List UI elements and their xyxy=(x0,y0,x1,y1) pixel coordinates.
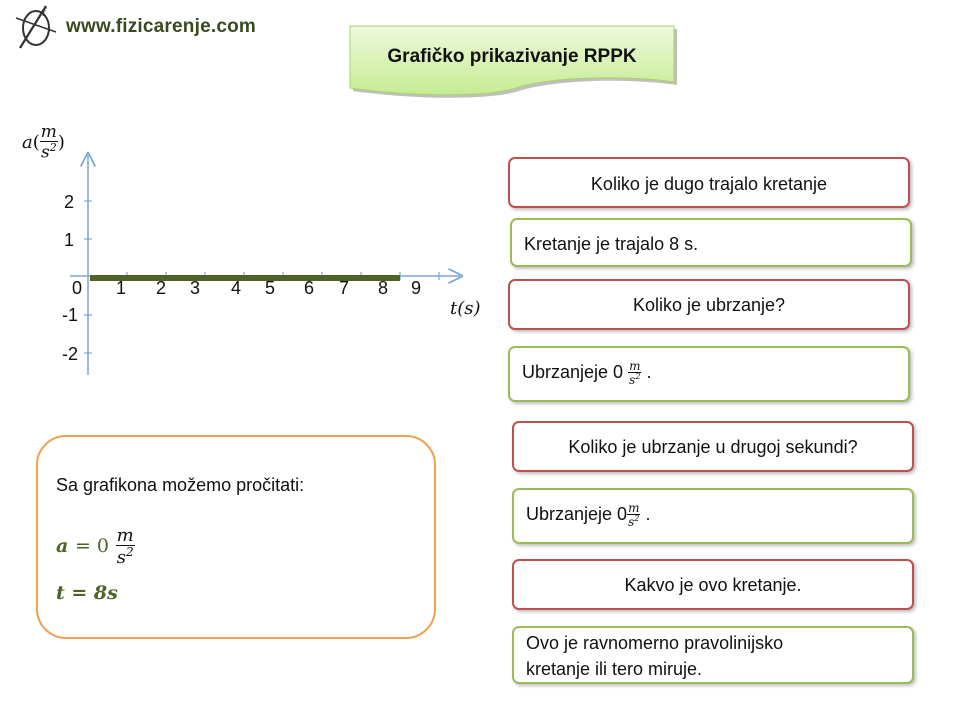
y-unit-den-base: s xyxy=(40,142,50,163)
question-1-text: Koliko je dugo trajalo kretanje xyxy=(590,174,828,194)
answer-2-unit-num: m xyxy=(629,359,641,373)
x-tick-label: 2 xyxy=(156,278,167,298)
info-heading: Sa grafikona možemo pročitati: xyxy=(56,475,305,495)
answer-4-line-1: Ovo je ravnomerno pravolinijsko xyxy=(526,633,784,653)
question-3-text: Koliko je ubrzanje u drugoj sekundi? xyxy=(568,437,858,457)
formula-a-eq: = 0 xyxy=(74,535,109,557)
info-box xyxy=(36,435,436,639)
formula-a-unit xyxy=(116,527,135,567)
formula-acceleration xyxy=(56,527,135,567)
x-tick-label: 0 xyxy=(72,278,83,298)
x-tick-label: 8 xyxy=(378,278,389,298)
x-tick-label: 9 xyxy=(411,278,422,298)
y-tick-label: -2 xyxy=(62,344,79,364)
question-4-text: Kakvo je ovo kretanje. xyxy=(624,575,802,595)
answer-3-content xyxy=(526,502,912,528)
formula-a-den xyxy=(116,545,135,567)
x-tick-label: 1 xyxy=(116,278,127,298)
question-2[interactable] xyxy=(508,279,910,330)
site-logo xyxy=(8,2,278,52)
logo-icon xyxy=(14,4,58,50)
answer-2[interactable] xyxy=(508,346,910,402)
y-tick-label: 1 xyxy=(64,230,75,250)
y-axis-unit xyxy=(40,124,58,162)
y-axis-label: a( $\frac{m}{s^2}$ ) xyxy=(22,122,65,163)
answer-1[interactable] xyxy=(510,218,912,267)
formula-a-den-base: s xyxy=(116,547,126,568)
answer-3-unit-num: m xyxy=(628,501,640,515)
answer-3[interactable] xyxy=(512,488,914,544)
answer-2-unit-den-base: s xyxy=(629,373,636,387)
answer-2-unit-den-exp: 2 xyxy=(635,372,641,381)
formula-a-den-exp: 2 xyxy=(125,545,134,559)
formula-a-num: m xyxy=(116,525,134,546)
answer-2-text: Ubrzanjeje 0 xyxy=(522,361,624,382)
question-4[interactable] xyxy=(512,559,914,610)
logo-text: www.fizicarenje.com xyxy=(66,16,256,37)
answer-3-unit-den xyxy=(627,514,640,528)
page-title: Grafičko prikazivanje RPPK xyxy=(387,46,637,67)
x-tick-label: 7 xyxy=(339,278,350,298)
x-tick-label: 6 xyxy=(304,278,315,298)
graph-canvas xyxy=(10,110,510,390)
formula-a-var: a xyxy=(56,535,69,557)
answer-4[interactable] xyxy=(512,626,914,684)
answer-3-unit xyxy=(627,502,640,528)
y-tick-label: -1 xyxy=(62,305,79,325)
y-tick-label: 2 xyxy=(64,192,75,212)
x-tick-label: 3 xyxy=(190,278,201,298)
y-unit-numerator: m xyxy=(40,122,57,142)
question-1[interactable] xyxy=(508,157,910,208)
svg-text:f: f xyxy=(42,6,47,19)
answer-3-text: Ubrzanjeje 0 xyxy=(526,503,628,524)
question-3[interactable] xyxy=(512,421,914,472)
y-axis-symbol: a xyxy=(22,131,33,153)
answer-4-line-2: kretanje ili tero miruje. xyxy=(526,659,703,679)
answer-2-end: . xyxy=(646,361,652,382)
answer-2-content xyxy=(522,360,908,386)
answer-3-unit-den-base: s xyxy=(628,515,635,529)
y-unit-den-exp: 2 xyxy=(49,141,57,154)
answer-3-unit-den-exp: 2 xyxy=(634,514,640,523)
acceleration-time-graph xyxy=(10,110,510,390)
answer-3-end: . xyxy=(645,503,651,524)
formula-time: t = 8s xyxy=(56,582,118,604)
x-tick-label: 5 xyxy=(265,278,276,298)
y-unit-denominator xyxy=(40,141,58,162)
question-2-text: Koliko je ubrzanje? xyxy=(632,295,786,315)
answer-1-text: Kretanje je trajalo 8 s. xyxy=(524,234,699,254)
title-banner xyxy=(346,22,678,94)
answer-2-unit-den xyxy=(628,372,641,386)
answer-2-unit xyxy=(628,360,641,386)
x-tick-label: 4 xyxy=(231,278,242,298)
x-axis-label: t(s) xyxy=(450,298,481,319)
